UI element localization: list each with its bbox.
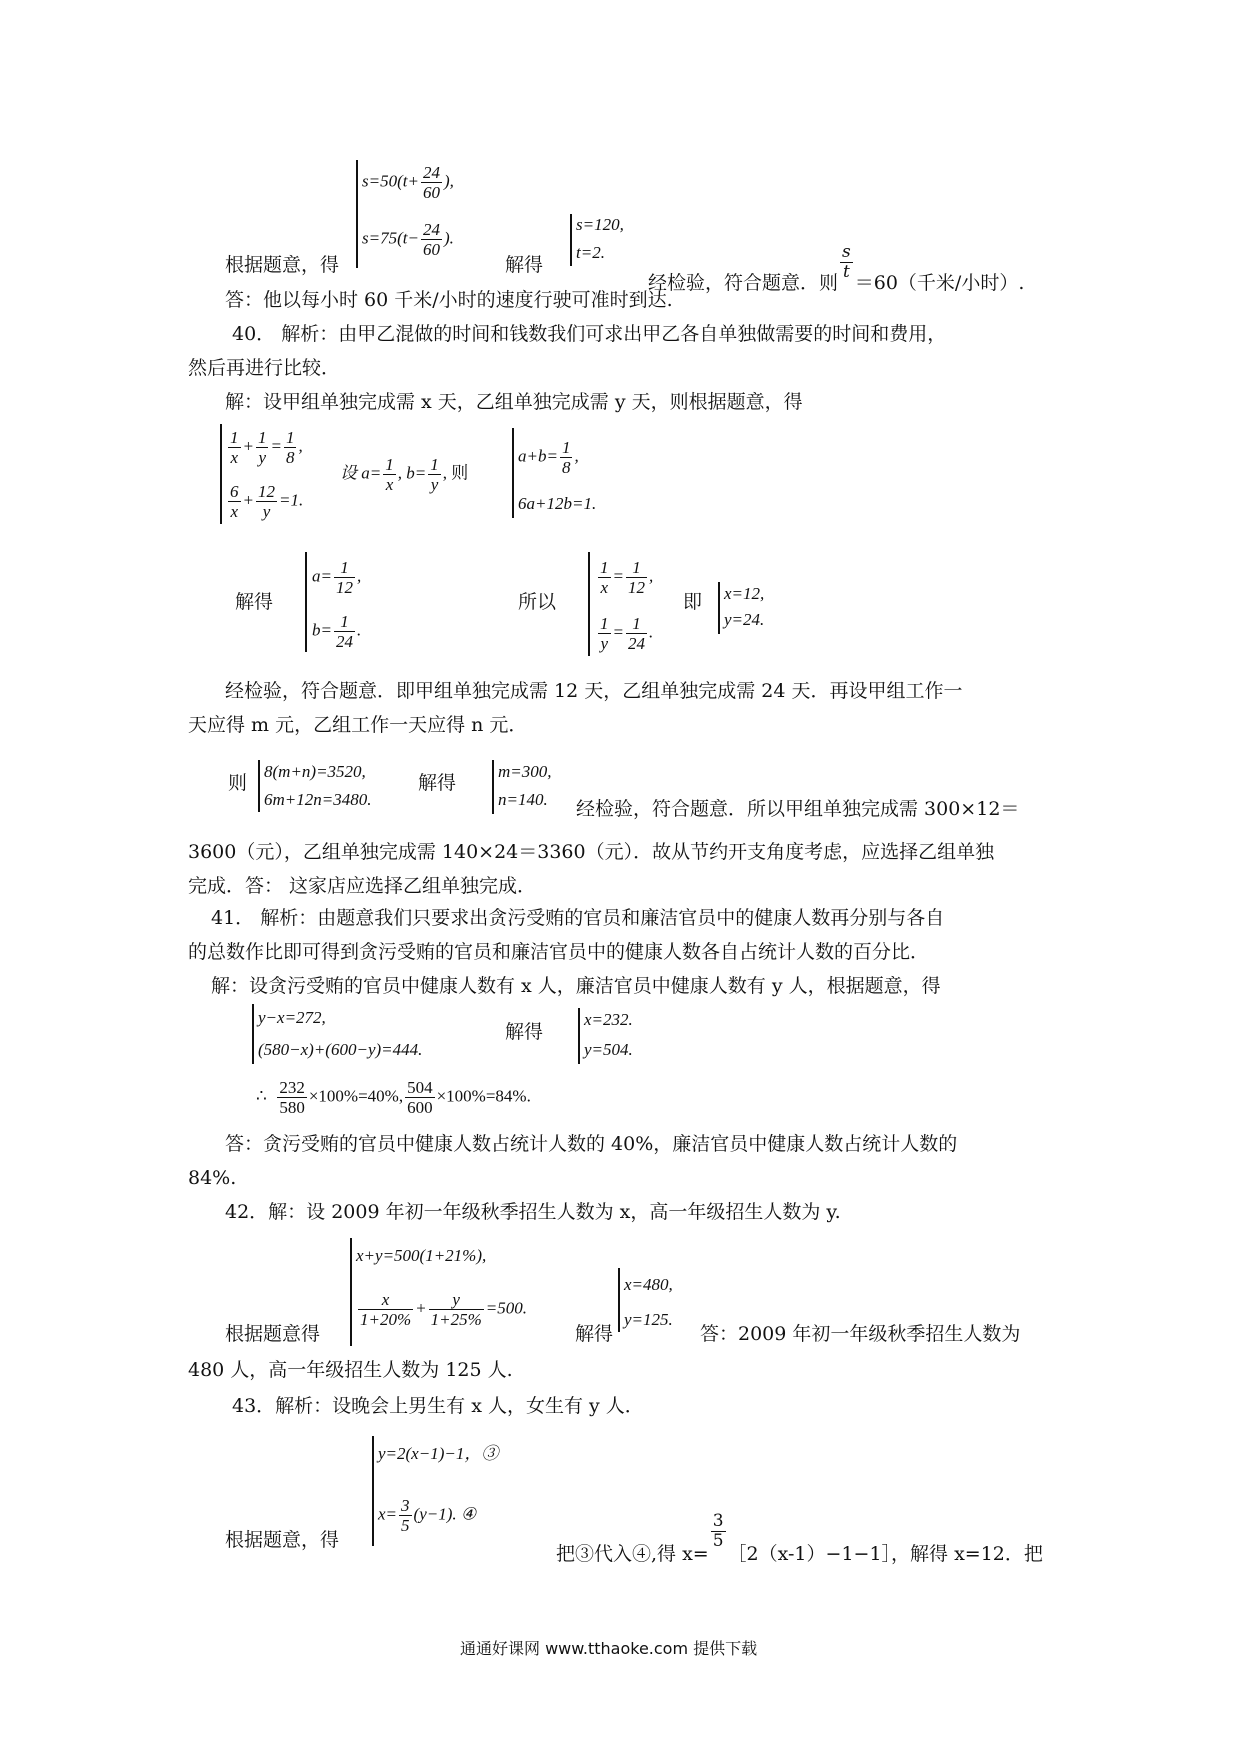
- p39-eq1: s=50(t+ $\frac{24}{60}$ ),: [362, 163, 454, 202]
- p40-substitution: 设 a= $\frac{1}{x}$ , b= $\frac{1}{y}$ , 则: [340, 455, 469, 494]
- p42-result-1: x=480,: [624, 1275, 673, 1294]
- p42-solve-label: 解得: [575, 1323, 614, 1345]
- p40-xy-1: x=12,: [724, 584, 765, 603]
- p42-result-2: y=125.: [624, 1310, 673, 1329]
- p41-eq-1: y−x=272,: [258, 1008, 326, 1027]
- p41-eq-2: (580−x)+(600−y)=444.: [258, 1040, 423, 1059]
- p42-lead: 根据题意得: [225, 1323, 321, 1345]
- p39-answer: 答：他以每小时 60 千米/小时的速度行驶可准时到达.: [225, 289, 673, 311]
- p40-analysis-1: 40． 解析：由甲乙混做的时间和钱数我们可求出甲乙各自单独做需要的时间和费用，: [232, 323, 947, 345]
- p41-result-1: x=232.: [584, 1010, 633, 1029]
- p42-answer-1: 答：2009 年初一年级秋季招生人数为: [700, 1323, 1021, 1345]
- p40-eq-b: $\frac{6}{x}$ + $\frac{12}{y}$ =1.: [230, 482, 304, 521]
- p41-analysis-2: 的总数作比即可得到贪污受贿的官员和廉洁官员中的健康人数各自占统计人数的百分比．: [188, 941, 930, 963]
- p43-setup: 43．解析：设晚会上男生有 x 人，女生有 y 人．: [232, 1395, 644, 1417]
- p40-solved-label: 解得: [235, 591, 274, 613]
- p42-setup: 42．解：设 2009 年初一年级秋季招生人数为 x，高一年级招生人数为 y.: [225, 1201, 841, 1223]
- p40-mn-solve-label: 解得: [418, 772, 457, 794]
- p39-lead: 根据题意，得: [225, 254, 340, 276]
- p40-so-label: 所以: [518, 591, 557, 613]
- p41-analysis-1: 41． 解析：由题意我们只要求出贪污受贿的官员和廉洁官员中的健康人数再分别与各自: [211, 907, 945, 929]
- p40-so-1: $\frac{1}{x}$ = $\frac{1}{12}$ ,: [600, 558, 654, 597]
- p42-eq-2: $\frac{x}{1+20\%}$ + $\frac{y}{1+25\%}$ =500.: [360, 1290, 527, 1329]
- p41-percentages: ∴ $\frac{232}{580}$ ×100%=40%, $\frac{504}{600}$ ×100%=84%.: [256, 1078, 531, 1117]
- p40-so-2: $\frac{1}{y}$ = $\frac{1}{24}$ .: [600, 614, 654, 653]
- p39-solve-label: 解得: [505, 254, 544, 276]
- p40-solved-b: b= $\frac{1}{24}$ .: [312, 612, 362, 651]
- p40-sys2-b: 6a+12b=1.: [518, 494, 597, 513]
- p40-mn-result-2: n=140.: [498, 790, 548, 809]
- p40-setup: 解：设甲组单独完成需 x 天，乙组单独完成需 y 天，则根据题意，得: [225, 391, 803, 413]
- p41-solve-label: 解得: [505, 1021, 544, 1043]
- p40-mn-result-1: m=300,: [498, 762, 552, 781]
- p39-check: 经检验，符合题意．则 $\frac{s}{t}$ ＝60（千米/小时）.: [648, 242, 1025, 294]
- p39-result-1: s=120,: [576, 215, 624, 234]
- p41-answer-1: 答：贪污受贿的官员中健康人数占统计人数的 40%，廉洁官员中健康人数占统计人数的: [225, 1133, 958, 1155]
- p40-check-1: 经检验，符合题意．即甲组单独完成需 12 天，乙组单独完成需 24 天．再设甲组工作一: [225, 680, 963, 702]
- p40-sys2-a: a+b= $\frac{1}{8}$ ,: [518, 438, 579, 477]
- p42-answer-2: 480 人，高一年级招生人数为 125 人.: [188, 1359, 513, 1381]
- p41-answer-2: 84%.: [188, 1167, 237, 1189]
- p40-xy-2: y=24.: [724, 610, 765, 629]
- p40-answer: 完成．答： 这家店应选择乙组单独完成．: [188, 875, 537, 897]
- p39-eq2: s=75(t− $\frac{24}{60}$ ).: [362, 220, 454, 259]
- p40-cost-line: 3600（元），乙组单独完成需 140×24＝3360（元）．故从节约开支角度考虑，应选择乙组单独: [188, 841, 995, 863]
- p40-ji-label: 即: [683, 591, 703, 613]
- p39-result-2: t=2.: [576, 243, 605, 262]
- p40-analysis-2: 然后再进行比较．: [188, 357, 341, 379]
- p40-mn-1: 8(m+n)=3520,: [264, 762, 366, 781]
- p43-substitution: 把③代入④,得 x= $\frac{3}{5}$ ［2（x-1）−1−1］，解得 x=12．把: [556, 1511, 1043, 1565]
- p43-eq-4: x= $\frac{3}{5}$ (y−1). ④: [378, 1496, 477, 1535]
- p40-eq-a: $\frac{1}{x}$ + $\frac{1}{y}$ = $\frac{1}{8}$ ,: [230, 428, 303, 467]
- p40-ze-label: 则: [228, 772, 248, 794]
- p40-check-3: 经检验，符合题意．所以甲组单独完成需 300×12＝: [576, 798, 1020, 820]
- p42-eq-1: x+y=500(1+21%),: [356, 1246, 487, 1265]
- p40-mn-2: 6m+12n=3480.: [264, 790, 372, 809]
- p41-result-2: y=504.: [584, 1040, 633, 1059]
- p40-solved-a: a= $\frac{1}{12}$ ,: [312, 558, 362, 597]
- p40-check-2: 天应得 m 元，乙组工作一天应得 n 元．: [188, 714, 528, 736]
- p43-lead: 根据题意，得: [225, 1529, 340, 1551]
- p41-setup: 解：设贪污受贿的官员中健康人数有 x 人，廉洁官员中健康人数有 y 人，根据题意，得: [211, 975, 941, 997]
- p43-eq-3: y=2(x−1)−1，③: [378, 1444, 499, 1463]
- page-footer: 通通好课网 www.tthaoke.com 提供下载: [460, 1639, 758, 1658]
